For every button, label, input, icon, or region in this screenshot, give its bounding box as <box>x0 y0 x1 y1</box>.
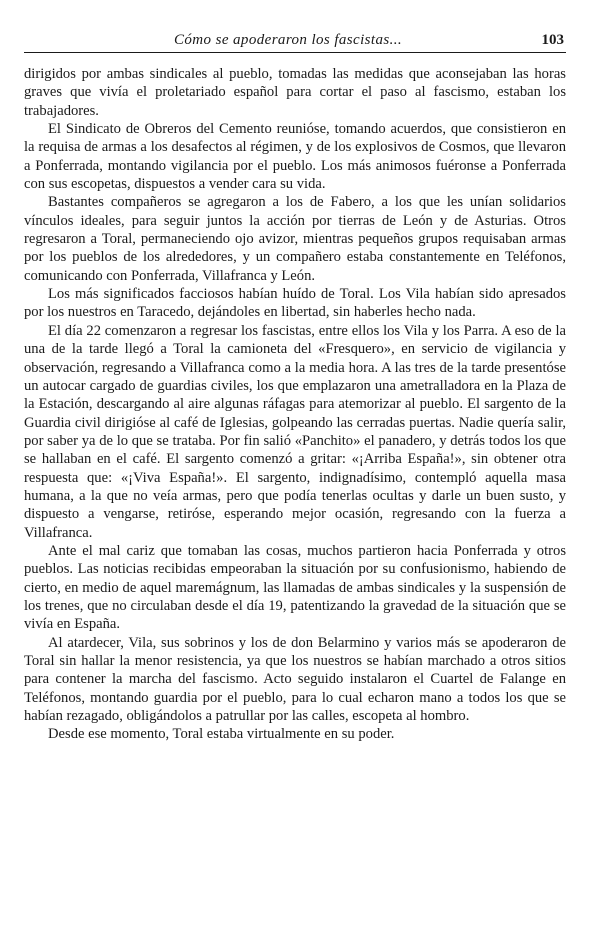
paragraph-continued: dirigidos por ambas sindicales al pueblo, tomadas las medidas que aconsejaban las horas graves que vivía el proletariado español para cortar el paso al fascismo, estaban los trabajadores. <box>24 66 566 119</box>
paragraph: Bastantes compañeros se agregaron a los de Fabero, a los que les unían solidarios vínculos ideales, para seguir juntos la acción por tierras de León y de Asturias. Otros regresaron a Toral, permaneciendo ojo avizor, mientras pequeños grupos requisaban armas por los pueblos de los alrededores, y un compañero estaba constantemente en Teléfonos, comunicando con Ponferrada, Villafranca y León. <box>24 194 566 284</box>
paragraph: Ante el mal cariz que tomaban las cosas, muchos partieron hacia Ponferrada y otros pueblos. Las noticias recibidas empeoraban la situación por su confusionismo, habiendo de cierto, en medio de aquel maremágnum, las llamadas de ambas sindicales y la suspensión de los trenes, que no circulaban desde el día 19, patentizando la gravedad de la situación que se vivía en España. <box>24 542 566 633</box>
page-number: 103 <box>541 32 564 48</box>
running-header <box>24 28 566 53</box>
running-title: Cómo se apoderaron los fascistas... <box>174 32 403 48</box>
body-text <box>24 65 566 744</box>
book-page <box>24 28 566 744</box>
paragraph: El Sindicato de Obreros del Cemento reunióse, tomando acuerdos, que consistieron en la requisa de armas a los desafectos al régimen, y de los explosivos de Cosmos, que llevaron a Ponferrada, montando vigilancia por el pueblo. Los más animosos fuéronse a Ponferrada con sus escopetas, dispuestos a vender cara su vida. <box>24 121 566 193</box>
paragraph: Al atardecer, Vila, sus sobrinos y los de don Belarmino y varios más se apoderaron de Toral sin hallar la menor resistencia, ya que los nuestros se habían marchado a otros sitios para contener la marcha del fascismo. Acto seguido instalaron el Cuartel de Falange en Teléfonos, montando guardia por el pueblo, para lo cual echaron mano a todos los que se habían rezagado, obligándolos a patrullar por las calles, escopeta al hombro. <box>24 634 566 725</box>
paragraph: El día 22 comenzaron a regresar los fascistas, entre ellos los Vila y los Parra. A eso de la una de la tarde llegó a Toral la camioneta del «Fresquero», en servicio de vigilancia y observación, regresando a Villafranca como a la media hora. A las tres de la tarde presentóse un autocar cargado de guardias civiles, los que emplazaron una ametralladora en la Plaza de la Estación, descargando al aire algunas ráfagas para atemorizar al pueblo. El sargento de la Guardia civil dirigióse al café de Iglesias, golpeando las cerradas puertas. Nadie quería salir, por saber ya de lo que se trataba. Por fin salió «Panchito» el panadero, y detrás todos los que se hallaban en el café. El sargento comenzó a gritar: «¡Arriba España!», sin obtener otra respuesta que: «¡Viva España!». El sargento, indignadísimo, contempló aquella masa humana, a la que no veía armas, pero que podía tenerlas ocultas y darle un buen susto, y dispuesto a vengarse, retiróse, esperando mejor ocasión, regresando con la fuerza a Villafranca. <box>24 322 566 541</box>
paragraph: Los más significados facciosos habían huído de Toral. Los Vila habían sido apresados por los nuestros en Taracedo, dejándoles en libertad, sin haberles hecho nada. <box>24 286 566 321</box>
paragraph: Desde ese momento, Toral estaba virtualmente en su poder. <box>48 726 395 743</box>
